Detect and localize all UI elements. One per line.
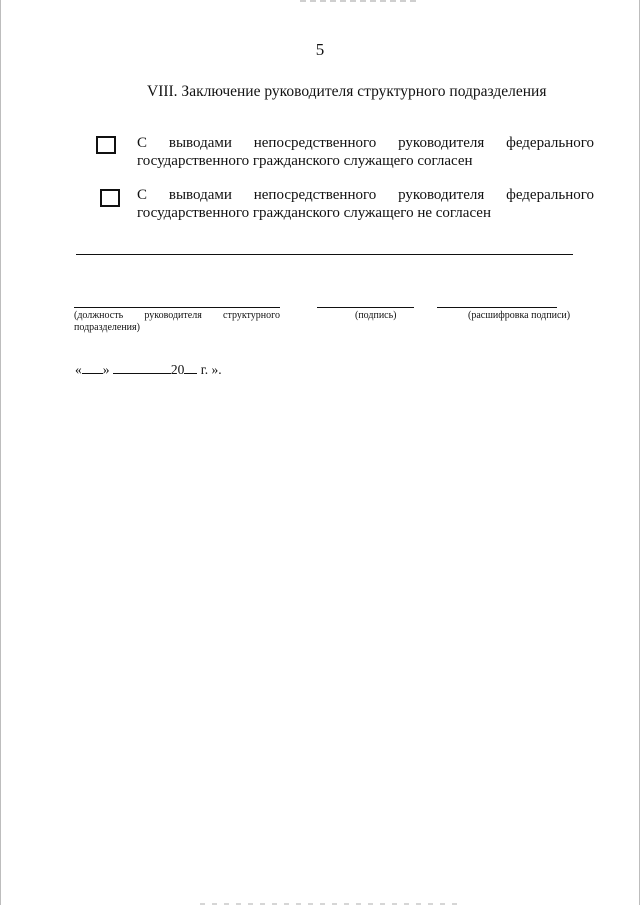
agree-word-5: федерального bbox=[506, 135, 594, 151]
position-caption-word-1: (должность bbox=[74, 310, 124, 321]
month-blank[interactable] bbox=[113, 362, 171, 374]
disagree-word-2: выводами bbox=[168, 187, 232, 203]
disagree-word-1: С bbox=[137, 187, 148, 203]
conclusion-line[interactable] bbox=[76, 254, 573, 255]
disagree-word-4: руководителя bbox=[398, 187, 485, 203]
disagree-checkbox[interactable] bbox=[100, 189, 120, 207]
position-line[interactable] bbox=[74, 307, 280, 308]
date-day-close: » bbox=[102, 362, 110, 377]
disagree-word-3: непосредственного bbox=[253, 187, 377, 203]
position-caption-line-2: подразделения) bbox=[74, 322, 140, 333]
agree-word-4: руководителя bbox=[398, 135, 485, 151]
disagree-option-line-1 bbox=[137, 187, 594, 204]
agree-option-line-1 bbox=[137, 135, 594, 152]
agree-word-3: непосредственного bbox=[253, 135, 377, 151]
disagree-option-line-2: государственного гражданского служащего не согласен bbox=[137, 205, 491, 221]
position-caption-word-2: руководителя bbox=[144, 310, 202, 321]
position-caption-word-3: структурного bbox=[223, 310, 280, 321]
date-line bbox=[75, 362, 222, 378]
scan-artifact-top bbox=[300, 0, 420, 2]
agree-checkbox[interactable] bbox=[96, 136, 116, 154]
decryption-line[interactable] bbox=[437, 307, 557, 308]
position-caption bbox=[74, 310, 280, 321]
agree-word-1: С bbox=[137, 135, 148, 151]
agree-word-2: выводами bbox=[168, 135, 232, 151]
section-title: VIII. Заключение руководителя структурного подразделения bbox=[147, 83, 547, 100]
page-number: 5 bbox=[315, 40, 325, 59]
year-prefix: 20 bbox=[170, 362, 185, 377]
signature-line[interactable] bbox=[317, 307, 414, 308]
day-blank[interactable] bbox=[82, 362, 103, 374]
date-suffix: г. ». bbox=[200, 362, 222, 377]
date-open-quote: « bbox=[75, 362, 82, 377]
signature-caption: (подпись) bbox=[355, 310, 397, 321]
year-blank[interactable] bbox=[184, 362, 197, 374]
decryption-caption: (расшифровка подписи) bbox=[468, 310, 571, 321]
agree-option-line-2: государственного гражданского служащего согласен bbox=[137, 153, 473, 169]
disagree-word-5: федерального bbox=[506, 187, 594, 203]
